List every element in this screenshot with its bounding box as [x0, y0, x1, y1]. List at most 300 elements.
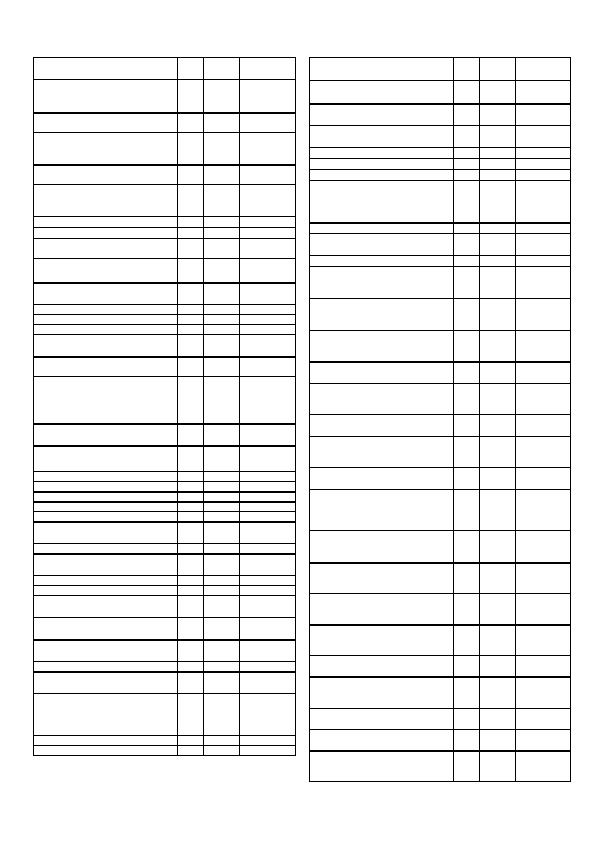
table-cell: [516, 58, 571, 81]
table-cell: [34, 133, 178, 165]
table-cell: [310, 384, 454, 415]
table-cell: [516, 331, 571, 362]
table-cell: [178, 618, 204, 640]
table-cell: [204, 640, 240, 662]
table-cell: [480, 104, 516, 126]
table-row: [310, 730, 571, 751]
table-row: [34, 662, 296, 672]
table-cell: [34, 259, 178, 283]
table-cell: [34, 305, 178, 315]
table-cell: [240, 185, 296, 217]
table-cell: [178, 305, 204, 315]
table-cell: [454, 563, 480, 594]
table-cell: [240, 746, 296, 756]
table-cell: [240, 217, 296, 228]
table-cell: [34, 357, 178, 377]
table-cell: [454, 267, 480, 299]
table-cell: [480, 223, 516, 234]
table-cell: [204, 185, 240, 217]
table-cell: [310, 267, 454, 299]
table-row: [34, 522, 296, 544]
table-cell: [310, 468, 454, 490]
table-row: [34, 472, 296, 482]
table-row: [34, 576, 296, 586]
table-cell: [178, 58, 204, 80]
table-cell: [240, 544, 296, 554]
table-cell: [204, 544, 240, 554]
table-cell: [178, 672, 204, 694]
table-cell: [240, 472, 296, 482]
table-row: [34, 746, 296, 756]
table-row: [310, 331, 571, 362]
table-cell: [240, 58, 296, 80]
table-row: [34, 357, 296, 377]
table-cell: [204, 596, 240, 618]
table-cell: [310, 563, 454, 594]
table-cell: [178, 662, 204, 672]
table-cell: [204, 357, 240, 377]
table-cell: [34, 586, 178, 596]
table-cell: [454, 299, 480, 331]
table-cell: [34, 228, 178, 239]
table-cell: [480, 730, 516, 751]
table-cell: [178, 640, 204, 662]
table-cell: [240, 315, 296, 325]
table-cell: [516, 656, 571, 677]
table-row: [34, 512, 296, 522]
table-cell: [204, 335, 240, 357]
table-cell: [204, 424, 240, 446]
table-cell: [454, 234, 480, 256]
table-row: [310, 468, 571, 490]
table-row: [310, 81, 571, 104]
table-cell: [178, 133, 204, 165]
table-cell: [34, 80, 178, 113]
table-cell: [204, 217, 240, 228]
table-cell: [178, 283, 204, 305]
table-cell: [454, 751, 480, 782]
table-row: [34, 228, 296, 239]
table-cell: [454, 656, 480, 677]
table-cell: [240, 446, 296, 472]
table-cell: [310, 331, 454, 362]
table-cell: [34, 576, 178, 586]
table-cell: [454, 437, 480, 468]
table-cell: [34, 185, 178, 217]
table-cell: [454, 415, 480, 437]
table-row: [310, 267, 571, 299]
table-cell: [204, 305, 240, 315]
table-cell: [310, 299, 454, 331]
table-row: [310, 490, 571, 531]
table-cell: [34, 165, 178, 185]
table-cell: [34, 335, 178, 357]
table-row: [310, 170, 571, 181]
table-cell: [204, 502, 240, 512]
table-cell: [454, 148, 480, 159]
table-row: [34, 239, 296, 259]
table-cell: [310, 490, 454, 531]
table-cell: [310, 170, 454, 181]
table-cell: [178, 554, 204, 576]
table-cell: [480, 531, 516, 563]
table-cell: [240, 512, 296, 522]
table-row: [310, 126, 571, 148]
table-cell: [240, 325, 296, 335]
table-row: [34, 446, 296, 472]
table-cell: [310, 58, 454, 81]
table-cell: [480, 234, 516, 256]
table-row: [310, 148, 571, 159]
table-cell: [240, 662, 296, 672]
table-cell: [240, 596, 296, 618]
table-cell: [516, 468, 571, 490]
table-cell: [516, 415, 571, 437]
table-cell: [204, 746, 240, 756]
table-cell: [516, 170, 571, 181]
table-cell: [240, 576, 296, 586]
table-cell: [204, 522, 240, 544]
table-cell: [480, 58, 516, 81]
table-cell: [516, 490, 571, 531]
table-cell: [516, 362, 571, 384]
table-cell: [34, 315, 178, 325]
table-cell: [480, 81, 516, 104]
table-cell: [178, 446, 204, 472]
table-row: [310, 181, 571, 223]
table-row: [34, 554, 296, 576]
table-row: [310, 223, 571, 234]
table-row: [34, 283, 296, 305]
table-cell: [204, 58, 240, 80]
table-cell: [516, 181, 571, 223]
table-cell: [178, 335, 204, 357]
table-cell: [454, 468, 480, 490]
table-cell: [516, 299, 571, 331]
table-cell: [310, 234, 454, 256]
table-row: [34, 377, 296, 424]
table-cell: [480, 594, 516, 625]
table-row: [310, 594, 571, 625]
table-row: [310, 384, 571, 415]
table-cell: [34, 217, 178, 228]
table-cell: [240, 736, 296, 746]
table-cell: [178, 492, 204, 502]
table-cell: [34, 554, 178, 576]
table-cell: [204, 283, 240, 305]
table-cell: [178, 185, 204, 217]
table-cell: [454, 709, 480, 730]
table-cell: [454, 81, 480, 104]
table-cell: [204, 482, 240, 492]
table-cell: [204, 554, 240, 576]
table-cell: [34, 522, 178, 544]
table-row: [34, 736, 296, 746]
table-row: [34, 502, 296, 512]
table-cell: [34, 482, 178, 492]
table-cell: [310, 751, 454, 782]
table-cell: [454, 625, 480, 656]
table-cell: [178, 239, 204, 259]
table-cell: [240, 133, 296, 165]
table-cell: [34, 113, 178, 133]
table-cell: [240, 640, 296, 662]
table-cell: [454, 730, 480, 751]
table-cell: [240, 522, 296, 544]
table-cell: [240, 554, 296, 576]
table-cell: [480, 256, 516, 267]
table-row: [34, 315, 296, 325]
table-cell: [454, 256, 480, 267]
table-cell: [480, 170, 516, 181]
table-cell: [240, 113, 296, 133]
table-cell: [310, 531, 454, 563]
table-row: [34, 482, 296, 492]
table-cell: [204, 239, 240, 259]
table-row: [310, 159, 571, 170]
table-row: [310, 751, 571, 782]
table-cell: [310, 677, 454, 709]
table-row: [34, 305, 296, 315]
table-cell: [34, 662, 178, 672]
table-cell: [34, 424, 178, 446]
table-row: [34, 217, 296, 228]
table-cell: [310, 148, 454, 159]
table-row: [34, 133, 296, 165]
table-cell: [454, 223, 480, 234]
table-cell: [480, 677, 516, 709]
table-cell: [204, 325, 240, 335]
table-cell: [178, 746, 204, 756]
table-cell: [240, 694, 296, 736]
table-cell: [454, 104, 480, 126]
table-cell: [34, 512, 178, 522]
table-cell: [178, 472, 204, 482]
table-cell: [204, 672, 240, 694]
table-cell: [240, 377, 296, 424]
table-cell: [516, 223, 571, 234]
table-cell: [178, 424, 204, 446]
table-cell: [204, 446, 240, 472]
table-cell: [178, 586, 204, 596]
table-cell: [516, 563, 571, 594]
table-cell: [454, 677, 480, 709]
table-cell: [480, 384, 516, 415]
table-cell: [310, 656, 454, 677]
table-cell: [34, 672, 178, 694]
table-row: [310, 656, 571, 677]
table-row: [310, 625, 571, 656]
table-row: [310, 58, 571, 81]
table-cell: [204, 80, 240, 113]
table-cell: [454, 362, 480, 384]
table-cell: [240, 492, 296, 502]
table-cell: [178, 357, 204, 377]
table-cell: [310, 709, 454, 730]
table-cell: [240, 586, 296, 596]
table-cell: [480, 656, 516, 677]
table-cell: [240, 618, 296, 640]
table-row: [34, 335, 296, 357]
table-row: [34, 58, 296, 80]
table-cell: [34, 472, 178, 482]
table-cell: [34, 239, 178, 259]
table-cell: [454, 490, 480, 531]
table-row: [34, 259, 296, 283]
table-row: [310, 563, 571, 594]
table-cell: [204, 472, 240, 482]
table-cell: [204, 133, 240, 165]
table-cell: [240, 165, 296, 185]
table-cell: [310, 256, 454, 267]
table-row: [34, 113, 296, 133]
table-cell: [480, 625, 516, 656]
table-row: [310, 234, 571, 256]
table-cell: [516, 159, 571, 170]
table-row: [34, 694, 296, 736]
table-cell: [204, 576, 240, 586]
table-cell: [454, 58, 480, 81]
table-cell: [516, 148, 571, 159]
table-cell: [240, 502, 296, 512]
table-cell: [34, 596, 178, 618]
table-cell: [516, 531, 571, 563]
table-cell: [178, 694, 204, 736]
table-cell: [480, 126, 516, 148]
table-cell: [240, 672, 296, 694]
table-cell: [204, 512, 240, 522]
table-cell: [480, 181, 516, 223]
table-row: [34, 165, 296, 185]
table-cell: [454, 331, 480, 362]
table-left: [33, 57, 296, 756]
table-cell: [516, 126, 571, 148]
table-row: [310, 362, 571, 384]
table-cell: [310, 437, 454, 468]
table-cell: [178, 596, 204, 618]
table-cell: [480, 331, 516, 362]
table-cell: [454, 594, 480, 625]
table-cell: [480, 299, 516, 331]
table-cell: [204, 315, 240, 325]
table-cell: [240, 482, 296, 492]
table-cell: [516, 625, 571, 656]
table-row: [310, 299, 571, 331]
table-cell: [178, 482, 204, 492]
table-cell: [516, 104, 571, 126]
table-cell: [178, 228, 204, 239]
table-cell: [480, 267, 516, 299]
table-row: [34, 672, 296, 694]
table-row: [34, 424, 296, 446]
table-right-body: [310, 58, 571, 782]
table-cell: [480, 709, 516, 730]
table-cell: [516, 234, 571, 256]
table-cell: [34, 640, 178, 662]
table-cell: [240, 259, 296, 283]
table-cell: [204, 165, 240, 185]
table-cell: [34, 736, 178, 746]
table-cell: [34, 325, 178, 335]
table-row: [34, 544, 296, 554]
table-cell: [240, 228, 296, 239]
table-row: [310, 677, 571, 709]
table-cell: [454, 384, 480, 415]
table-cell: [204, 736, 240, 746]
table-cell: [178, 736, 204, 746]
table-cell: [178, 544, 204, 554]
table-cell: [480, 437, 516, 468]
table-row: [34, 586, 296, 596]
table-cell: [310, 181, 454, 223]
table-cell: [480, 751, 516, 782]
table-row: [310, 415, 571, 437]
table-cell: [310, 104, 454, 126]
table-cell: [204, 113, 240, 133]
table-cell: [480, 415, 516, 437]
table-cell: [516, 267, 571, 299]
table-cell: [454, 126, 480, 148]
table-cell: [310, 594, 454, 625]
table-row: [310, 104, 571, 126]
table-row: [34, 618, 296, 640]
table-cell: [310, 415, 454, 437]
table-cell: [178, 113, 204, 133]
table-row: [34, 596, 296, 618]
table-cell: [310, 730, 454, 751]
table-cell: [178, 377, 204, 424]
table-cell: [204, 662, 240, 672]
table-cell: [240, 357, 296, 377]
table-cell: [480, 563, 516, 594]
table-cell: [204, 492, 240, 502]
table-cell: [240, 305, 296, 315]
table-cell: [480, 490, 516, 531]
table-cell: [240, 80, 296, 113]
table-cell: [516, 384, 571, 415]
table-cell: [34, 544, 178, 554]
table-cell: [204, 694, 240, 736]
table-cell: [240, 239, 296, 259]
table-row: [310, 709, 571, 730]
table-cell: [480, 159, 516, 170]
table-cell: [516, 677, 571, 709]
table-cell: [310, 223, 454, 234]
table-cell: [178, 502, 204, 512]
table-cell: [34, 694, 178, 736]
table-cell: [34, 58, 178, 80]
table-cell: [516, 709, 571, 730]
table-cell: [240, 335, 296, 357]
table-cell: [204, 228, 240, 239]
table-cell: [516, 594, 571, 625]
table-cell: [204, 586, 240, 596]
table-right: [309, 57, 571, 782]
table-cell: [516, 730, 571, 751]
table-row: [310, 531, 571, 563]
table-cell: [178, 325, 204, 335]
table-cell: [178, 259, 204, 283]
table-cell: [516, 437, 571, 468]
table-cell: [34, 746, 178, 756]
table-cell: [454, 170, 480, 181]
table-cell: [34, 502, 178, 512]
table-cell: [204, 259, 240, 283]
table-cell: [454, 531, 480, 563]
table-cell: [310, 362, 454, 384]
table-cell: [204, 377, 240, 424]
table-cell: [178, 165, 204, 185]
